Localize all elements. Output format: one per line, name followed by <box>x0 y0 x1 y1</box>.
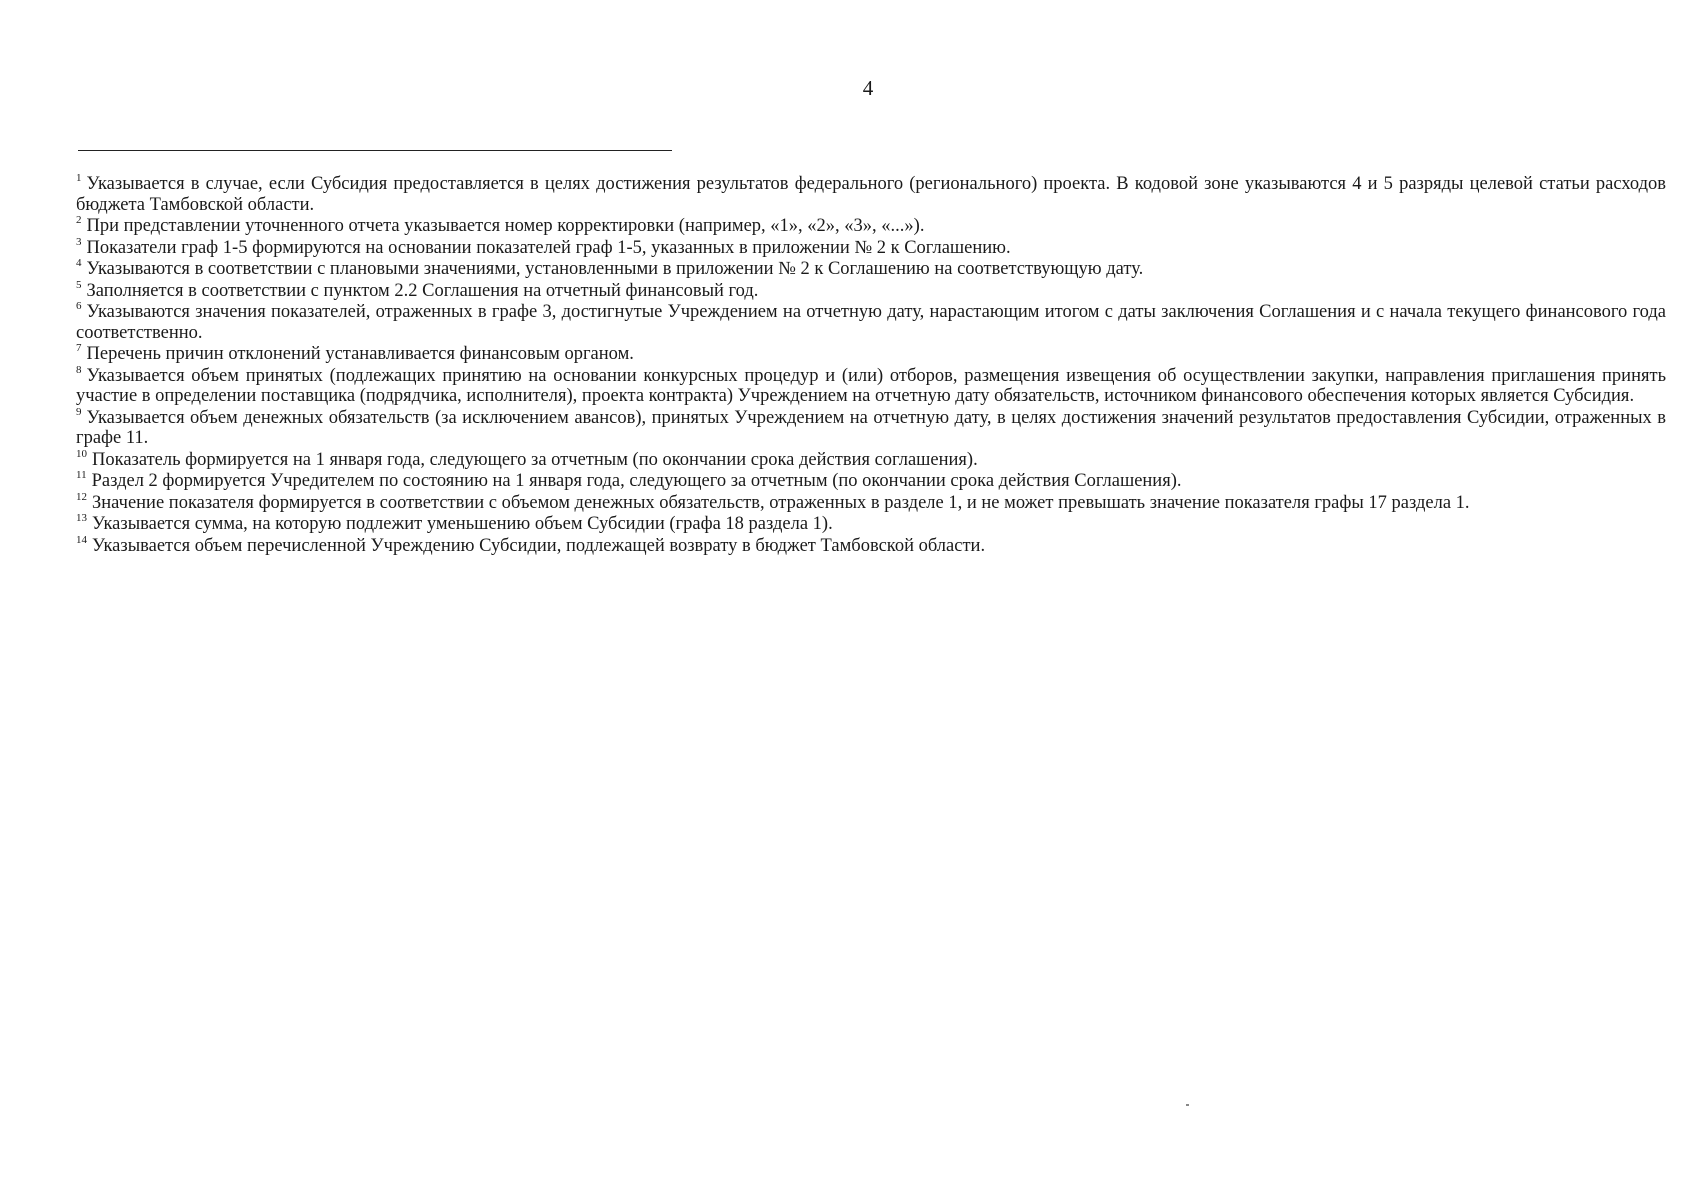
footnote-mark: 9 <box>76 405 82 418</box>
footnote <box>76 174 1666 215</box>
footnote-mark: 2 <box>76 214 82 226</box>
footnote-mark: 14 <box>76 533 87 546</box>
footnote-text: Значение показателя формируется в соответствии с объемом денежных обязательств, отраженных в разделе 1, и не может превышать значение показателя графы 17 раздела 1. <box>92 492 1470 513</box>
footnote-separator <box>78 150 672 151</box>
footnote-mark: 1 <box>76 172 82 184</box>
footnote <box>76 471 1666 492</box>
footnote-text: Раздел 2 формируется Учредителем по состоянию на 1 января года, следующего за отчетным (по окончании срока действия Соглашения). <box>91 471 1182 491</box>
footnote <box>76 514 1666 535</box>
scan-speck <box>1186 1104 1189 1106</box>
footnote-mark: 13 <box>76 512 87 524</box>
footnote-text: Указываются значения показателей, отраженных в графе 3, достигнутые Учреждением на отчетную дату, нарастающим итогом с даты заключения Соглашения и с начала текущего финансового года соответственно. <box>76 302 1666 343</box>
footnote-mark: 6 <box>76 300 82 312</box>
footnote-mark: 8 <box>76 363 82 376</box>
footnote <box>76 363 1666 407</box>
footnote-mark: 11 <box>76 469 87 481</box>
footnote <box>76 405 1666 449</box>
footnote-text: Указывается сумма, на которую подлежит уменьшению объем Субсидии (графа 18 раздела 1). <box>92 514 833 534</box>
footnote-text: Указывается в случае, если Субсидия предоставляется в целях достижения результатов федерального (регионального) проекта. В кодовой зоне указываются 4 и 5 разряды целевой статьи расходов бюджета Тамбовской области. <box>76 174 1666 215</box>
footnote-text: При представлении уточненного отчета указывается номер корректировки (например, «1», «2», «3», «...»). <box>86 216 925 236</box>
footnote <box>76 344 1666 365</box>
footnote <box>76 490 1666 514</box>
footnote-text: Показатели граф 1-5 формируются на основании показателей граф 1-5, указанных в приложении № 2 к Соглашению. <box>86 237 1011 258</box>
footnote-mark: 10 <box>76 447 87 460</box>
footnote <box>76 235 1666 259</box>
footnote-text: Заполняется в соответствии с пунктом 2.2 Соглашения на отчетный финансовый год. <box>86 280 759 301</box>
footnote-mark: 4 <box>76 257 82 269</box>
footnote <box>76 533 1666 557</box>
footnote-text: Перечень причин отклонений устанавливается финансовым органом. <box>86 344 634 364</box>
footnotes-section <box>76 174 1666 557</box>
footnote-mark: 12 <box>76 490 87 503</box>
footnote-text: Показатель формируется на 1 января года, следующего за отчетным (по окончании срока действия соглашения). <box>92 449 978 470</box>
footnote-text: Указывается объем перечисленной Учреждению Субсидии, подлежащей возврату в бюджет Тамбовской области. <box>92 535 986 556</box>
footnote-mark: 7 <box>76 342 82 354</box>
footnote-mark: 3 <box>76 235 82 248</box>
footnote-text: Указывается объем принятых (подлежащих принятию на основании конкурсных процедур и (или) отборов, размещения извещения об осуществлении закупки, направления приглашения принять участие в определении поставщика (подрядчика, исполнителя), проекта контракта) Учреждением на отчетную дату обязательств, источником финансового обеспечения которых является Субсидия. <box>76 365 1666 406</box>
footnote <box>76 216 1666 237</box>
footnote <box>76 447 1666 471</box>
footnote <box>76 259 1666 280</box>
footnote-text: Указывается объем денежных обязательств (за исключением авансов), принятых Учреждением на отчетную дату, в целях достижения значений результатов предоставления Субсидии, отраженных в графе 11. <box>76 407 1666 448</box>
footnote <box>76 278 1666 302</box>
footnote-text: Указываются в соответствии с плановыми значениями, установленными в приложении № 2 к Соглашению на соответствующую дату. <box>86 259 1144 279</box>
page-number: 4 <box>862 76 874 100</box>
footnote-mark: 5 <box>76 278 82 291</box>
footnote <box>76 302 1666 343</box>
